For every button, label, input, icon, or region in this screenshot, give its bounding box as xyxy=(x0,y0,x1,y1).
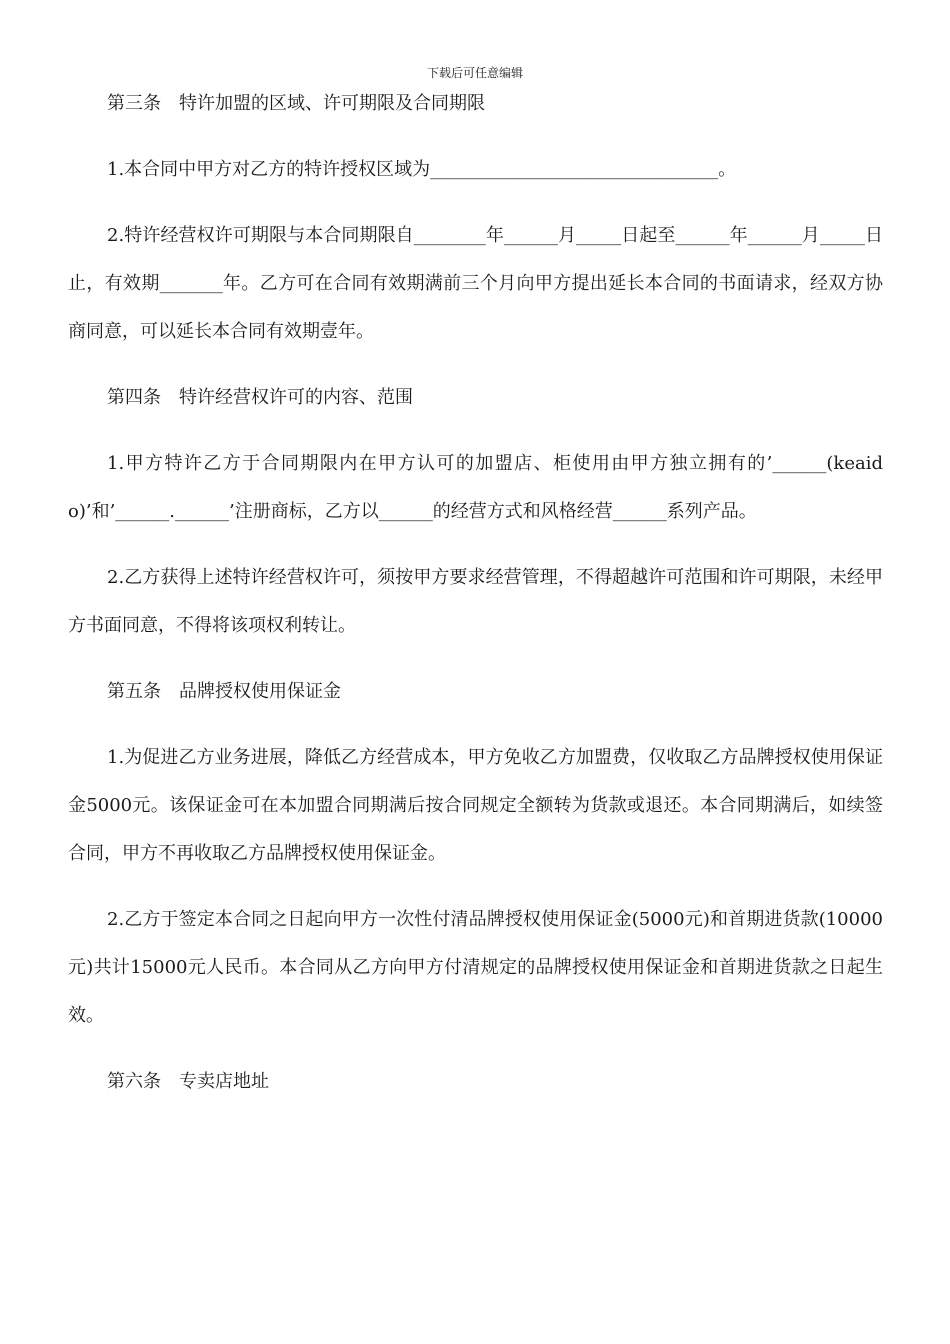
article-4-clause-2: 2.乙方获得上述特许经营权许可，须按甲方要求经营管理，不得超越许可范围和许可期限，未经甲方书面同意，不得将该项权利转让。 xyxy=(68,567,883,636)
article-3-clause-1: 1.本合同中甲方对乙方的特许授权区域为________________________________。 xyxy=(107,159,737,180)
article-5-heading: 第五条 品牌授权使用保证金 xyxy=(107,681,341,702)
article-5-clause-2: 2.乙方于签定本合同之日起向甲方一次性付清品牌授权使用保证金(5000元)和首期进货款(10000元)共计15000元人民币。本合同从乙方向甲方付清规定的品牌授权使用保证金和首期进货款之日起生效。 xyxy=(68,909,883,1026)
article-6-heading: 第六条 专卖店地址 xyxy=(107,1071,269,1092)
article-3-heading: 第三条 特许加盟的区域、许可期限及合同期限 xyxy=(107,93,485,114)
article-3-clause-2: 2.特许经营权许可期限与本合同期限自________年______月_____日起至______年______月_____日止，有效期_______年。乙方可在合同有效期满前三个月向甲方提出延长本合同的书面请求，经双方协商同意，可以延长本合同有效期壹年。 xyxy=(68,225,883,342)
article-5-clause-1: 1.为促进乙方业务进展，降低乙方经营成本，甲方免收乙方加盟费，仅收取乙方品牌授权使用保证金5000元。该保证金可在本加盟合同期满后按合同规定全额转为货款或退还。本合同期满后，如续签合同，甲方不再收取乙方品牌授权使用保证金。 xyxy=(68,747,883,864)
header-note: 下载后可任意编辑 xyxy=(426,66,523,80)
document-body xyxy=(68,80,883,1106)
article-4-clause-1: 1.甲方特许乙方于合同期限内在甲方认可的加盟店、柜使用由甲方独立拥有的’______(keaido)’和’______.______’注册商标，乙方以______的经营方式和风格经营______系列产品。 xyxy=(68,453,883,522)
article-4-heading: 第四条 特许经营权许可的内容、范围 xyxy=(107,387,413,408)
